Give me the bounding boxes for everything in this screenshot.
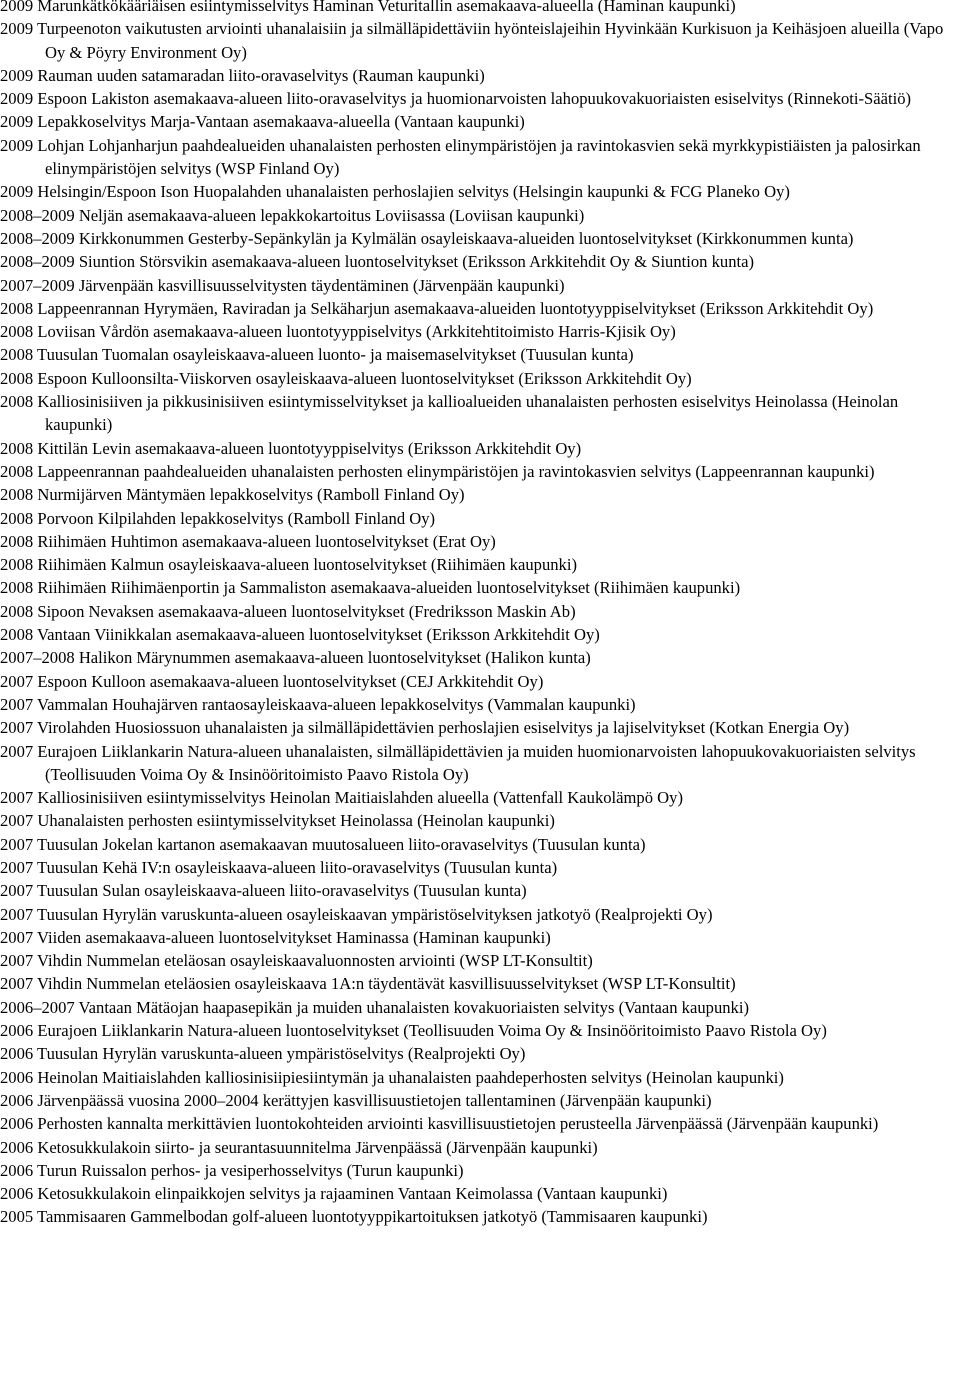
project-entry: 2008 Riihimäen Riihimäenportin ja Sammaliston asemakaava-alueiden luontoselvitykset (Riihimäen kaupunki) (0, 578, 741, 598)
project-entry: 2009 Rauman uuden satamaradan liito-oravaselvitys (Rauman kaupunki) (0, 65, 485, 85)
project-entry: 2007 Tuusulan Jokelan kartanon asemakaavan muutosalueen liito-oravaselvitys (Tuusulan kunta) (0, 834, 646, 854)
project-entry: 2007 Vihdin Nummelan eteläosien osayleiskaava 1A:n täydentävät kasvillisuusselvitykset (WSP LT-Konsultit) (0, 974, 736, 994)
project-entry: 2007 Vihdin Nummelan eteläosan osayleiskaavaluonnosten arviointi (WSP LT-Konsultit) (0, 951, 593, 971)
project-entry: 2007 Kalliosinisiiven esiintymisselvitys Heinolan Maitiaislahden alueella (Vattenfall Kaukolämpö Oy) (0, 788, 683, 808)
project-entry: 2008 Riihimäen Huhtimon asemakaava-alueen luontoselvitykset (Erat Oy) (0, 531, 496, 551)
project-entry: 2006 Ketosukkulakoin elinpaikkojen selvitys ja rajaaminen Vantaan Keimolassa (Vantaan kaupunki) (0, 1184, 668, 1204)
project-entry: 2008 Espoon Kulloonsilta-Viiskorven osayleiskaava-alueen luontoselvitykset (Eriksson Arkkitehdit Oy) (0, 368, 692, 388)
project-entry: 2009 Marunkätkökääriäisen esiintymisselvitys Haminan Veturitallin asemakaava-alueella (Haminan kaupunki) (0, 0, 736, 15)
project-entry: 2009 Lepakkoselvitys Marja-Vantaan asemakaava-alueella (Vantaan kaupunki) (0, 112, 525, 132)
project-entry: 2008–2009 Kirkkonummen Gesterby-Sepänkylän ja Kylmälän osayleiskaava-alueiden luontoselvitykset (Kirkkonummen kunta) (0, 228, 854, 248)
project-entry: 2006 Perhosten kannalta merkittävien luontokohteiden arviointi kasvillisuustietojen perusteella Järvenpäässä (Järvenpään kaupunki) (0, 1114, 879, 1134)
project-entry: 2007 Vammalan Houhajärven rantaosayleiskaava-alueen lepakkoselvitys (Vammalan kaupunki) (0, 694, 636, 714)
project-entry: 2008 Lappeenrannan paahdealueiden uhanalaisten perhosten elinympäristöjen ja ravintokasvien selvitys (Lappeenrannan kaupunki) (0, 461, 875, 481)
project-entry: 2007 Tuusulan Hyrylän varuskunta-alueen osayleiskaavan ympäristöselvityksen jatkotyö (Realprojekti Oy) (0, 904, 713, 924)
project-entry: 2007–2008 Halikon Märynummen asemakaava-alueen luontoselvitykset (Halikon kunta) (0, 648, 591, 668)
project-entry: 2008 Riihimäen Kalmun osayleiskaava-alueen luontoselvitykset (Riihimäen kaupunki) (0, 555, 577, 575)
project-entry: 2005 Tammisaaren Gammelbodan golf-alueen luontotyyppikartoituksen jatkotyö (Tammisaaren kaupunki) (0, 1207, 708, 1227)
project-entry: 2007 Tuusulan Sulan osayleiskaava-alueen liito-oravaselvitys (Tuusulan kunta) (0, 881, 527, 901)
project-entry: 2008–2009 Neljän asemakaava-alueen lepakkokartoitus Loviisassa (Loviisan kaupunki) (0, 205, 585, 225)
project-entry: 2006–2007 Vantaan Mätäojan haapasepikän ja muiden uhanalaisten kovakuoriaisten selvitys (Vantaan kaupunki) (0, 997, 749, 1017)
project-entry: 2007 Tuusulan Kehä IV:n osayleiskaava-alueen liito-oravaselvitys (Tuusulan kunta) (0, 857, 558, 877)
project-entry: 2007 Virolahden Huosiossuon uhanalaisten ja silmälläpidettävien perhoslajien esiselvitys ja lajiselvitykset (Kotkan Energia Oy) (0, 718, 850, 738)
project-entry: 2008 Kalliosinisiiven ja pikkusinisiiven esiintymisselvitykset ja kallioalueiden uhanalaisten perhosten esiselvitys Heinolassa (Heinolan kaupunki) (0, 392, 899, 435)
project-entry: 2009 Turpeenoton vaikutusten arviointi uhanalaisiin ja silmälläpidettäviin hyönteislajeihin Hyvinkään Kurkisuon ja Keihäsjoen alueilla (Vapo Oy & Pöyry Environment Oy) (0, 19, 944, 62)
project-entry: 2007 Uhanalaisten perhosten esiintymisselvitykset Heinolassa (Heinolan kaupunki) (0, 811, 555, 831)
project-entry: 2009 Lohjan Lohjanharjun paahdealueiden uhanalaisten perhosten elinympäristöjen ja ravintokasvien sekä myrkkypistiäisten ja palosirkan elinympäristöjen selvitys (WSP Finland Oy) (0, 135, 921, 179)
project-entry: 2008 Nurmijärven Mäntymäen lepakkoselvitys (Ramboll Finland Oy) (0, 485, 465, 505)
project-entry: 2008 Sipoon Nevaksen asemakaava-alueen luontoselvitykset (Fredriksson Maskin Ab) (0, 601, 576, 621)
project-entry: 2007–2009 Järvenpään kasvillisuusselvitysten täydentäminen (Järvenpään kaupunki) (0, 275, 565, 295)
project-entry: 2006 Heinolan Maitiaislahden kalliosinisiipiesiintymän ja uhanalaisten paahdeperhosten selvitys (Heinolan kaupunki) (0, 1067, 784, 1087)
project-entry: 2006 Ketosukkulakoin siirto- ja seurantasuunnitelma Järvenpäässä (Järvenpään kaupunki) (0, 1137, 598, 1157)
project-entry: 2007 Eurajoen Liiklankarin Natura-alueen uhanalaisten, silmälläpidettävien ja muiden huomionarvoisten lahopuukovakuoriaisten selvitys (Teollisuuden Voima Oy & Insinööritoimisto Paavo Ristola Oy) (0, 741, 916, 784)
project-entry: 2008 Vantaan Viinikkalan asemakaava-alueen luontoselvitykset (Eriksson Arkkitehdit Oy) (0, 625, 600, 645)
project-entry: 2007 Viiden asemakaava-alueen luontoselvitykset Haminassa (Haminan kaupunki) (0, 927, 551, 947)
project-entry: 2008 Porvoon Kilpilahden lepakkoselvitys (Ramboll Finland Oy) (0, 508, 436, 528)
project-entry: 2008 Loviisan Vårdön asemakaava-alueen luontotyyppiselvitys (Arkkitehtitoimisto Harris-Kjisik Oy) (0, 322, 676, 342)
project-entry: 2008 Lappeenrannan Hyrymäen, Raviradan ja Selkäharjun asemakaava-alueiden luontotyyppiselvitykset (Eriksson Arkkitehdit Oy) (0, 298, 874, 318)
project-entry: 2006 Turun Ruissalon perhos- ja vesiperhosselvitys (Turun kaupunki) (0, 1160, 464, 1180)
project-entry: 2009 Helsingin/Espoon Ison Huopalahden uhanalaisten perhoslajien selvitys (Helsingin kaupunki & FCG Planeko Oy) (0, 182, 790, 202)
project-entry: 2008 Kittilän Levin asemakaava-alueen luontotyyppiselvitys (Eriksson Arkkitehdit Oy) (0, 438, 582, 458)
project-entry: 2009 Espoon Lakiston asemakaava-alueen liito-oravaselvitys ja huomionarvoisten lahopuukovakuoriaisten esiselvitys (Rinnekoti-Säätiö) (0, 89, 912, 109)
project-entry: 2006 Tuusulan Hyrylän varuskunta-alueen ympäristöselvitys (Realprojekti Oy) (0, 1044, 526, 1064)
project-entry: 2006 Järvenpäässä vuosina 2000–2004 kerättyjen kasvillisuustietojen tallentaminen (Järvenpään kaupunki) (0, 1090, 712, 1110)
project-entry: 2006 Eurajoen Liiklankarin Natura-alueen luontoselvitykset (Teollisuuden Voima Oy & Insinööritoimisto Paavo Ristola Oy) (0, 1021, 827, 1041)
project-entry: 2007 Espoon Kulloon asemakaava-alueen luontoselvitykset (CEJ Arkkitehdit Oy) (0, 671, 544, 691)
project-entry: 2008–2009 Siuntion Störsvikin asemakaava-alueen luontoselvitykset (Eriksson Arkkitehdit Oy & Siuntion kunta) (0, 252, 755, 272)
project-entry: 2008 Tuusulan Tuomalan osayleiskaava-alueen luonto- ja maisemaselvitykset (Tuusulan kunta) (0, 345, 634, 365)
